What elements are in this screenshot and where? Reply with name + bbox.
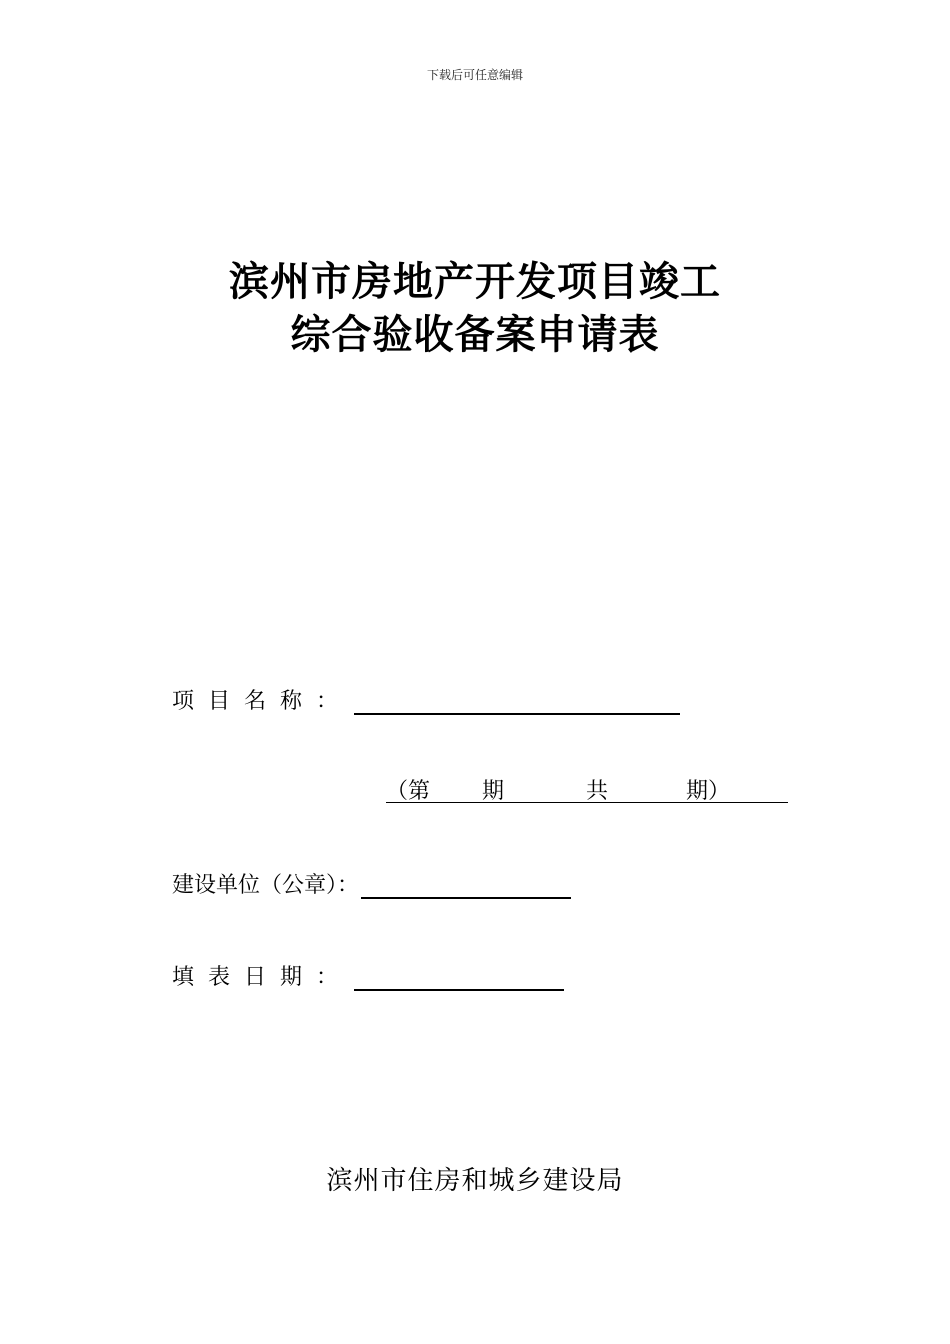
fill-date-blank[interactable]: [354, 967, 564, 991]
project-name-label: 项目名称：: [172, 689, 353, 714]
fill-date-label: 填表日期：: [172, 965, 353, 990]
project-name-row: [172, 684, 680, 715]
construction-unit-label: 建设单位（公章）：: [172, 873, 360, 898]
period-close-label: 期）: [686, 779, 731, 804]
period-open-label: （第: [386, 779, 431, 804]
document-title-line-1: 滨州市房地产开发项目竣工: [229, 259, 721, 305]
period-qi-label: 期: [482, 779, 505, 804]
fill-date-row: [172, 960, 564, 991]
project-period-row: [386, 774, 788, 803]
construction-unit-row: [172, 868, 571, 899]
construction-unit-blank[interactable]: [361, 875, 571, 899]
issuing-organization: 滨州市住房和城乡建设局: [326, 1166, 624, 1196]
period-gong-label: 共: [586, 779, 609, 804]
project-name-blank[interactable]: [354, 691, 680, 715]
header-note: 下载后可任意编辑: [426, 68, 523, 82]
document-title-line-2: 综合验收备案申请表: [290, 312, 660, 358]
